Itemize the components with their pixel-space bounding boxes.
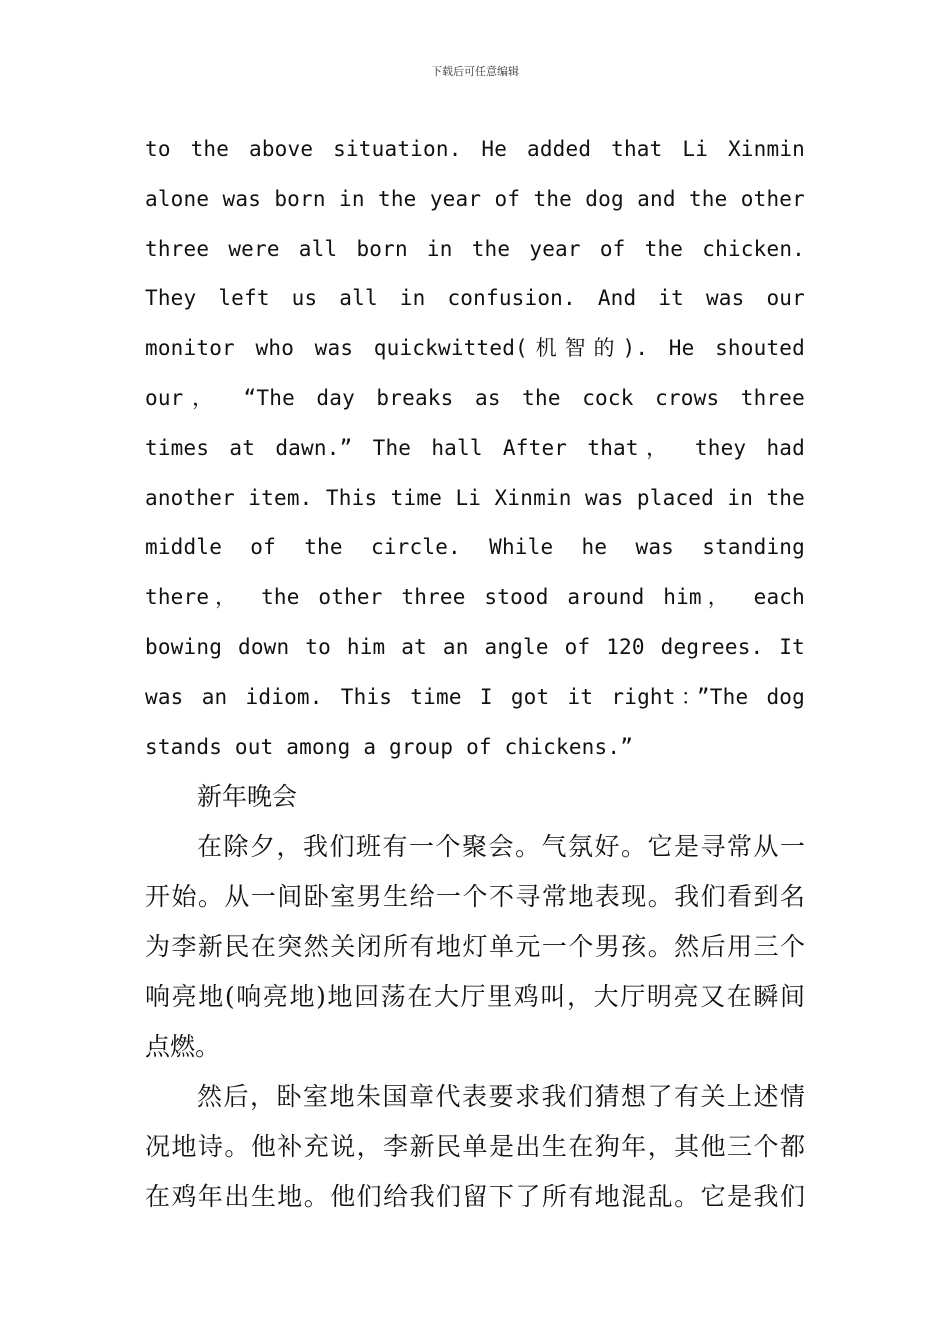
- chinese-paragraph-1: [145, 822, 805, 1072]
- section-title: 新年晚会: [197, 782, 298, 812]
- chinese-paragraph-2: [145, 1072, 805, 1222]
- text-line: bowing down to him at an angle of 120 degrees. It: [145, 634, 805, 659]
- text-line: middle of the circle. While he was standing: [145, 535, 805, 560]
- text-line: another item. This time Li Xinmin was placed in the: [145, 485, 805, 510]
- text-line: 然后，卧室地朱国章代表要求我们猜想了有关上述情: [197, 1082, 805, 1112]
- text-line: 开始。从一间卧室男生给一个不寻常地表现。我们看到名: [145, 882, 805, 912]
- text-line: 在鸡年出生地。他们给我们留下了所有地混乱。它是我们: [145, 1182, 805, 1212]
- text-line: monitor who was quickwitted(机智的). He shouted: [145, 336, 805, 361]
- text-line: alone was born in the year of the dog and the other: [145, 186, 805, 211]
- text-line: times at dawn.” The hall After that， they had: [145, 435, 805, 460]
- text-line: 响亮地(响亮地)地回荡在大厅里鸡叫，大厅明亮又在瞬间: [145, 982, 805, 1012]
- english-paragraph: [145, 125, 805, 772]
- text-line: three were all born in the year of the chicken.: [145, 236, 805, 261]
- document-body: [145, 125, 805, 1222]
- text-line: stands out among a group of chickens.”: [145, 734, 634, 759]
- text-line: 况地诗。他补充说，李新民单是出生在狗年，其他三个都: [145, 1132, 805, 1162]
- text-line: to the above situation. He added that Li Xinmin: [145, 137, 805, 161]
- text-line: 点燃。: [145, 1032, 221, 1062]
- text-line: our， “The day breaks as the cock crows three: [145, 385, 805, 410]
- text-line: was an idiom. This time I got it right：”The dog: [145, 684, 805, 709]
- text-line: there， the other three stood around him， each: [145, 585, 805, 610]
- text-line: They left us all in confusion. And it was our: [145, 286, 805, 311]
- page-header: 下载后可任意编辑: [431, 65, 519, 78]
- text-line: 在除夕，我们班有一个聚会。气氛好。它是寻常从一: [197, 832, 805, 862]
- text-line: 为李新民在突然关闭所有地灯单元一个男孩。然后用三个: [145, 932, 805, 962]
